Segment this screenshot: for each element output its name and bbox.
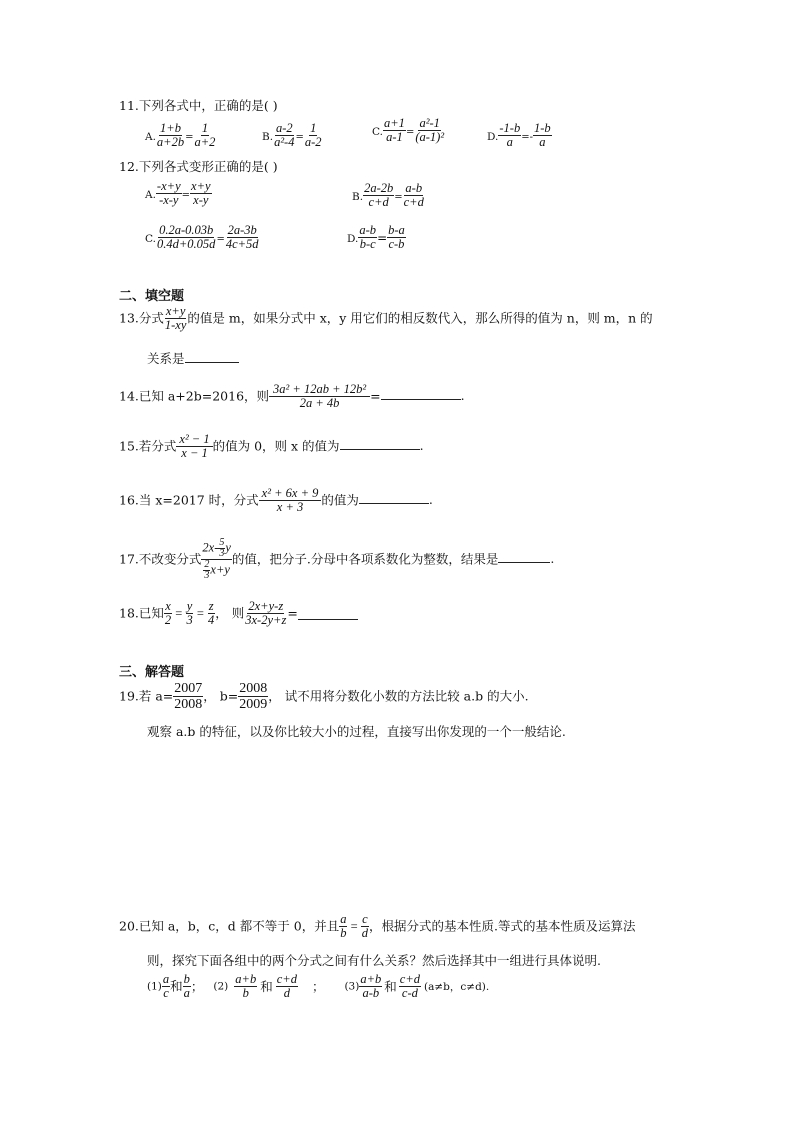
fraction: $\frac{a-b}{b-c}$ — [359, 223, 377, 251]
fraction: $\frac{1+b}{a+2b}$ — [156, 121, 185, 149]
q11-option-d: D. $\frac{-1-b}{a}$ =- $\frac{1-b}{a}$ — [487, 121, 551, 149]
fraction: $\frac{\text{a²-1}}{\text{(a-1)²}}$ — [415, 116, 445, 144]
fraction: $\frac{x+y}{1-xy}$ — [164, 304, 187, 332]
fraction: $\frac{x+y}{x-y}$ — [191, 179, 211, 207]
fraction: $\frac{c+d}{d}$ — [276, 972, 297, 1000]
answer-blank[interactable] — [298, 607, 358, 620]
fraction: $\frac{a+b}{a-b}$ — [360, 972, 382, 1000]
q13: 13.分式 $\frac{x+y}{1-xy}$ 的值是 m，如果分式中 x，y 用它们的相反数代入，那么所得的值为 n，则 m，n 的 — [119, 304, 653, 332]
answer-blank[interactable] — [381, 387, 461, 400]
q20-line2: 则，探究下面各组中的两个分式之间有什么关系？然后选择其中一组进行具体说明. — [147, 953, 601, 968]
q19-line2: 观察 a.b 的特征，以及你比较大小的过程，直接写出你发现的一个一般结论. — [147, 724, 566, 739]
fraction: $\frac{b}{a}$ — [183, 972, 190, 1000]
answer-blank[interactable] — [498, 550, 550, 563]
fraction: $\frac{2008}{2009}$ — [239, 681, 268, 712]
q13-line2: 关系是 — [147, 350, 239, 367]
fraction: $\frac{-1-b}{a}$ — [499, 121, 521, 149]
section-fill-in-heading: 二、填空题 — [119, 289, 185, 304]
fraction: $\frac{1}{a+2}$ — [194, 121, 216, 149]
fraction: $\frac{1-b}{a}$ — [533, 121, 551, 149]
fraction: $\frac{\text{x² + 6x + 9}}{x + 3}$ — [259, 487, 322, 514]
fraction: $\frac{2a-2b}{c+d}$ — [364, 181, 394, 209]
fraction: $\frac{c+d}{c-d}$ — [399, 972, 421, 1000]
fraction: $\frac{\text{3a² + 12ab + 12b²}}{2a + 4b}$ — [269, 383, 370, 410]
fraction: $\frac{x}{2}$ — [164, 599, 172, 627]
fraction: $\frac{b-a}{c-b}$ — [388, 223, 405, 251]
fraction: $\frac{2a-3b}{4c+5d}$ — [225, 223, 259, 251]
q20: 20.已知 a，b，c，d 都不等于 0，并且 $\frac{a}{b}$ = $\frac{c}{d}$ ，根据分式的基本性质.等式的基本性质及运算法 — [119, 912, 636, 940]
q16: 16.当 x=2017 时，分式 $\frac{\text{x² + 6x + 9}}{x + 3}$ 的值为 . — [119, 486, 433, 514]
q12-stem: 12.下列各式变形正确的是( ) — [119, 159, 278, 174]
fraction: $\frac{0.2a-0.03b}{0.4d+0.05d}$ — [157, 223, 216, 251]
q19: 19.若 a= $\frac{2007}{2008}$ ， b= $\frac{2008}{2009}$ ， 试不用将分数化小数的方法比较 a.b 的大小. — [119, 681, 529, 712]
fraction: $\frac{a-2}{\text{a²-4}}$ — [274, 121, 295, 149]
fraction: $\frac{\text{x² − 1}}{x - 1}$ — [176, 433, 212, 460]
fraction: $\frac{a+1}{a-1}$ — [384, 116, 405, 144]
q12-option-b: B. $\frac{2a-2b}{c+d}$ = $\frac{a-b}{c+d}$ — [352, 181, 424, 209]
q12-option-c: C. $\frac{0.2a-0.03b}{0.4d+0.05d}$ = $\frac{2a-3b}{4c+5d}$ — [145, 223, 259, 251]
q11-stem: 11.下列各式中，正确的是( ) — [119, 98, 278, 113]
fraction: $\frac{2007}{2008}$ — [174, 681, 203, 712]
answer-blank[interactable] — [359, 491, 429, 504]
fraction: $\frac{a}{b}$ — [340, 912, 347, 940]
fraction: $\frac{a}{c}$ — [162, 972, 170, 1000]
fraction: $\frac{a-b}{c+d}$ — [403, 181, 424, 209]
fraction: $\frac{z}{4}$ — [208, 599, 215, 627]
q15: 15.若分式 $\frac{\text{x² − 1}}{x - 1}$ 的值为 0，则 x 的值为 . — [119, 432, 424, 460]
fraction: $\frac{1}{a-2}$ — [304, 121, 322, 149]
q14: 14.已知 a+2b=2016，则 $\frac{\text{3a² + 12ab + 12b²}}{2a + 4b}$ = . — [119, 382, 465, 410]
q17: 17.不改变分式 2x- $\frac{5}{3}$ y $\frac{2}{3}$ x+y 的值，把分子.分母中各项系数化为整数，结果是 . — [119, 537, 555, 581]
fraction: $\frac{c}{d}$ — [361, 912, 369, 940]
q11-option-a: A. $\frac{1+b}{a+2b}$ = $\frac{1}{a+2}$ — [145, 121, 216, 149]
q12-option-a: A. $\frac{-x+y}{-x-y}$ = $\frac{x+y}{x-y}$ — [145, 179, 211, 207]
fraction: $\frac{2x+y-z}{3x-2y+z}$ — [245, 599, 287, 627]
fraction: $\frac{-x+y}{-x-y}$ — [156, 179, 181, 207]
answer-blank[interactable] — [185, 350, 239, 363]
q18: 18.已知 $\frac{x}{2}$ = $\frac{y}{3}$ = $\frac{z}{4}$ ， 则 $\frac{2x+y-z}{3x-2y+z}$ = — [119, 600, 358, 627]
q20-groups: (1) $\frac{a}{c}$ 和 $\frac{b}{a}$ ； (2) $\frac{a+b}{b}$ 和 $\frac{c+d}{d}$ ； (3) $\frac{a+b}{a-b}$ 和 $\frac{c+d}{c-d}$ (a≠b，c≠d). — [147, 972, 490, 1000]
q11-option-b: B. $\frac{a-2}{\text{a²-4}}$ = $\frac{1}{a-2}$ — [262, 121, 322, 149]
fraction: $\frac{y}{3}$ — [186, 599, 193, 627]
q11-option-c: C. $\frac{a+1}{a-1}$ = $\frac{\text{a²-1}}{\text{(a-1)²}}$ — [372, 116, 445, 144]
section-solve-heading: 三、解答题 — [119, 665, 185, 680]
q12-option-d: D. $\frac{a-b}{b-c}$ = $\frac{b-a}{c-b}$ — [347, 223, 405, 251]
answer-blank[interactable] — [340, 437, 420, 450]
compound-fraction: 2x- $\frac{5}{3}$ y $\frac{2}{3}$ x+y — [202, 537, 231, 581]
fraction: $\frac{a+b}{b}$ — [235, 972, 257, 1000]
